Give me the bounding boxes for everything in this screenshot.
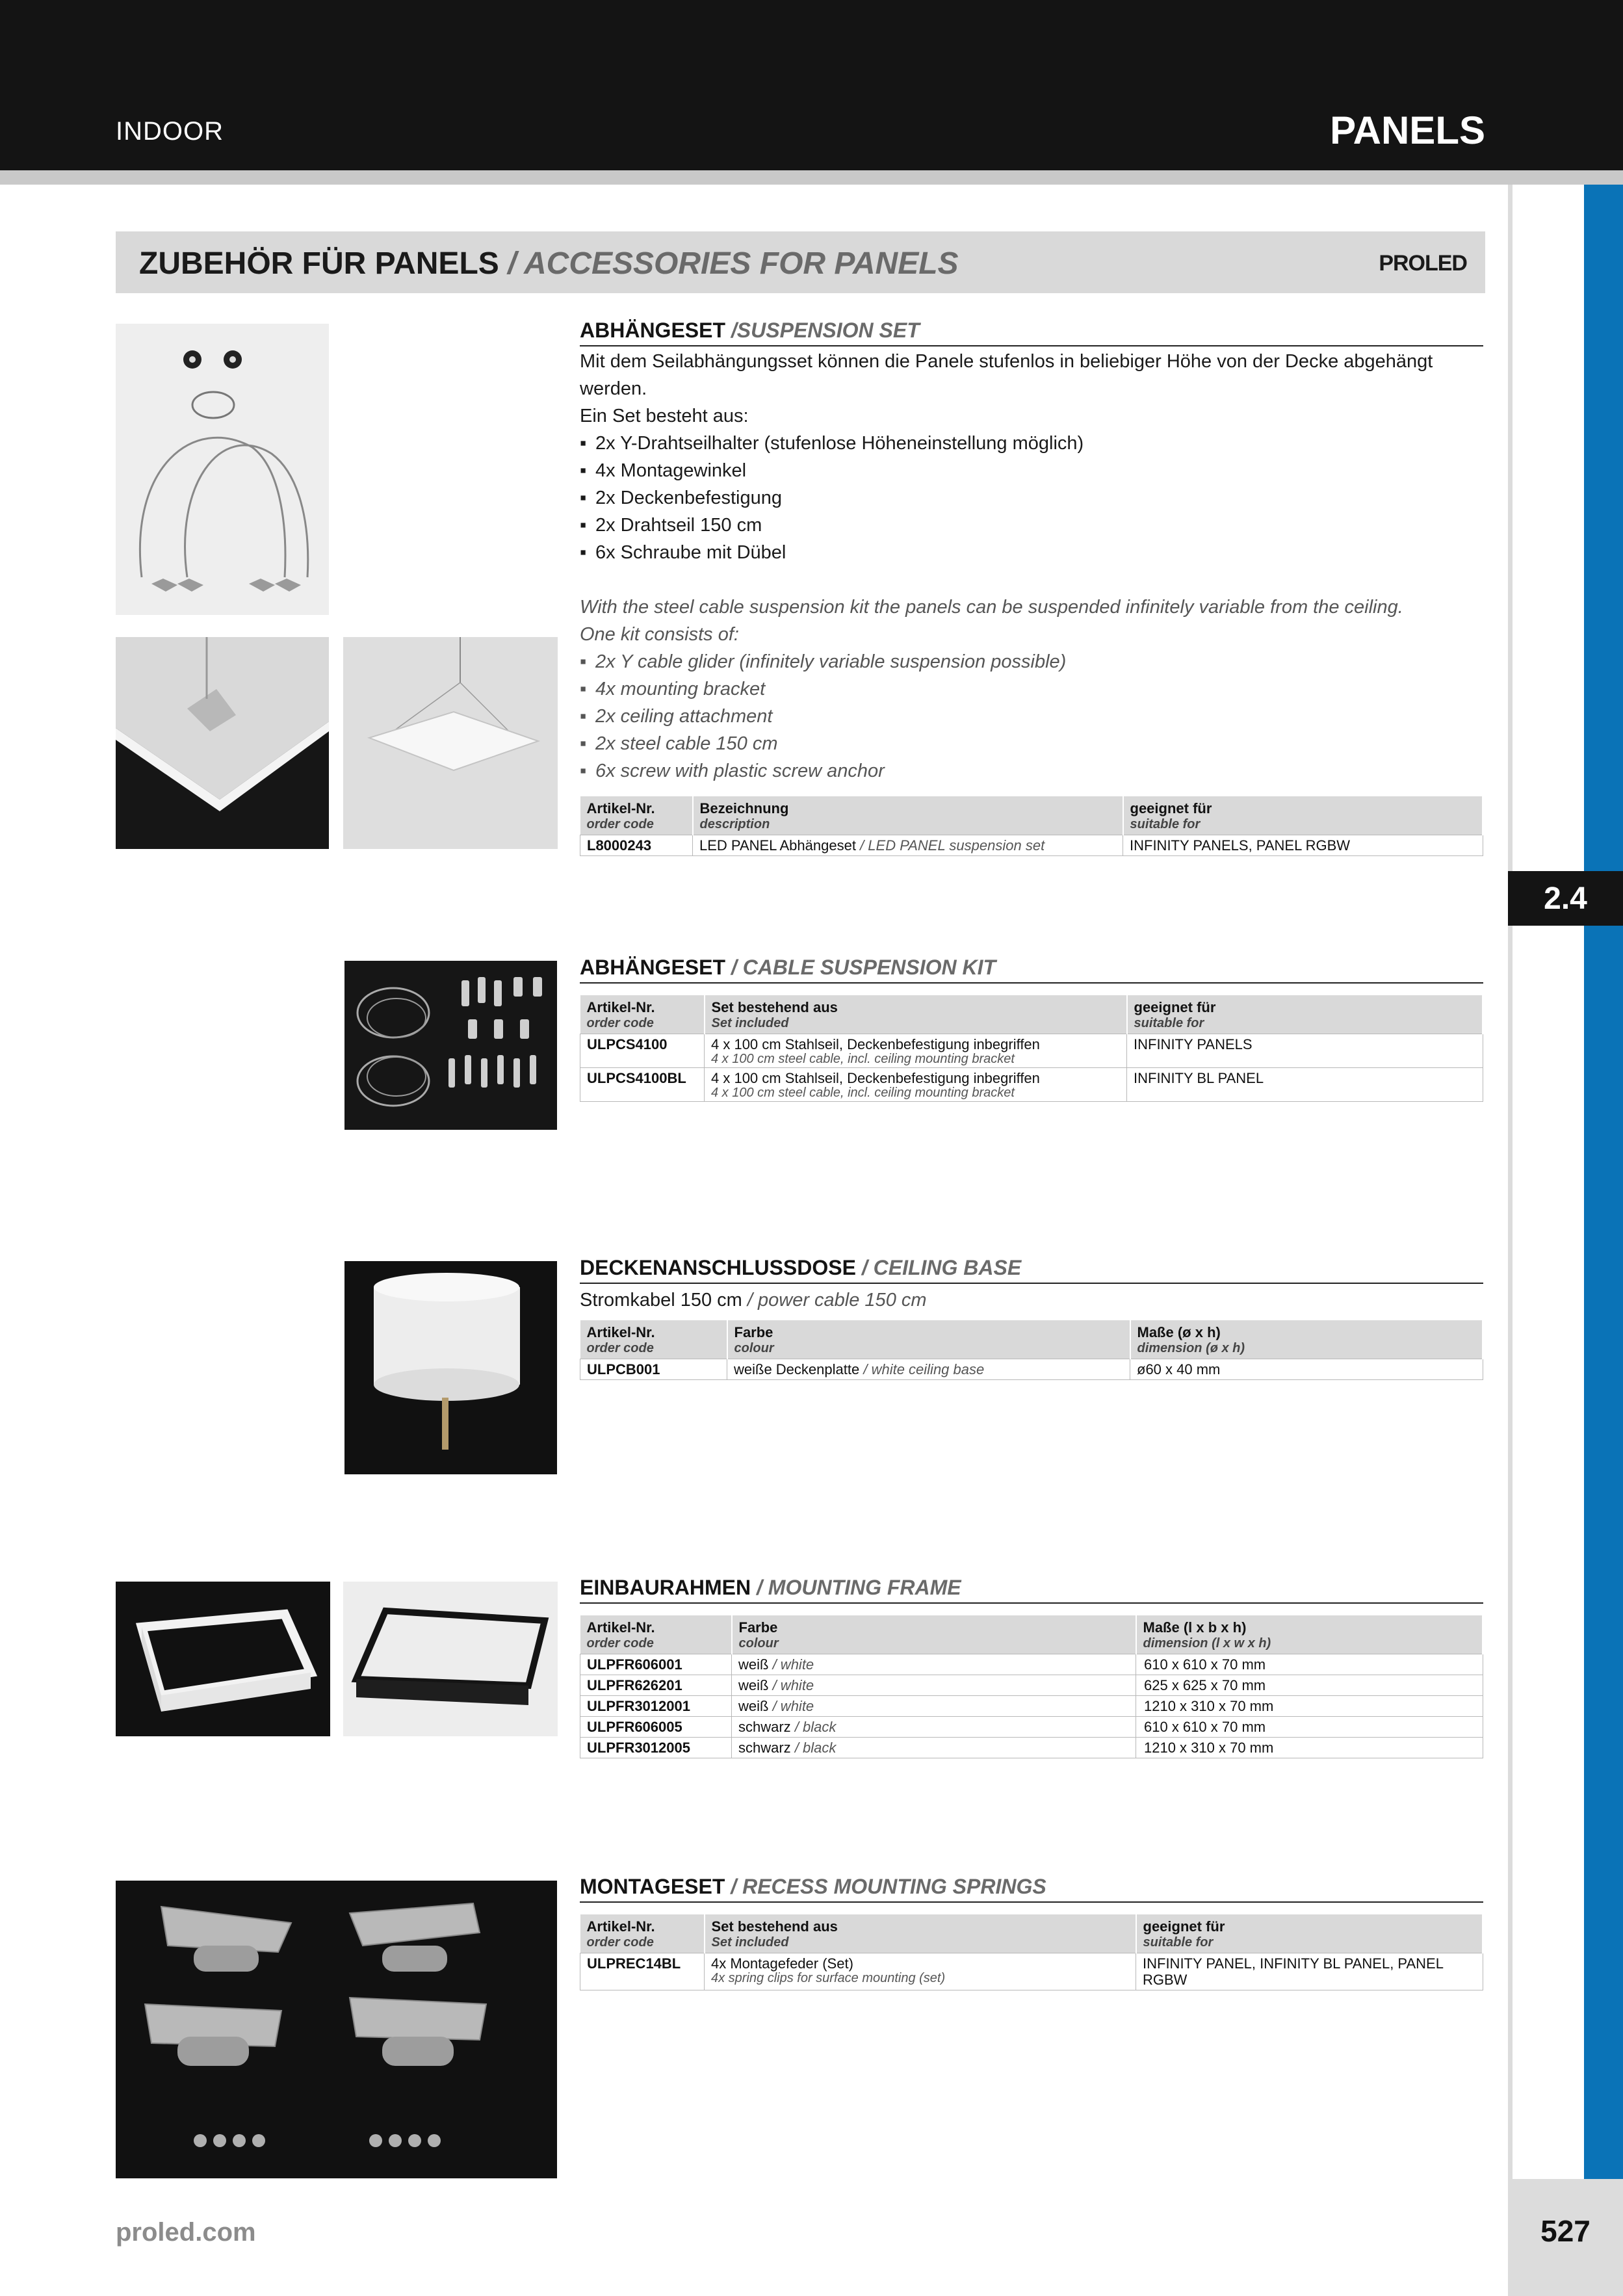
title-band <box>116 231 1485 293</box>
mounting-springs-heading <box>580 1875 1483 1903</box>
col-header: Artikel-Nr. order code <box>580 995 705 1034</box>
mounting-frame-table <box>580 1615 1483 1758</box>
subtitle-de: Stromkabel 150 cm <box>580 1290 742 1311</box>
cable-kit-table <box>580 995 1483 1102</box>
col-header: Artikel-Nr. order code <box>580 1320 727 1359</box>
col-header: geeignet für suitable for <box>1123 796 1483 835</box>
list-item: ▪ 2x steel cable 150 cm <box>580 730 1483 757</box>
panel-corner-photo <box>116 637 329 849</box>
title-en: / ACCESSORIES FOR PANELS <box>508 246 959 281</box>
description-cell: LED PANEL Abhängeset / LED PANEL suspension set <box>693 835 1123 856</box>
ceiling-base-photo <box>344 1261 557 1474</box>
title-de: ZUBEHÖR FÜR PANELS <box>139 246 499 281</box>
colour-cell: weiß / white <box>732 1696 1136 1717</box>
section-tab[interactable]: 2.4 <box>1508 871 1623 926</box>
colour-cell: schwarz / black <box>732 1717 1136 1738</box>
table-row <box>580 1696 1483 1717</box>
dimension-cell: 1210 x 310 x 70 mm <box>1136 1738 1483 1758</box>
ceiling-base-table <box>580 1320 1483 1380</box>
suitable-cell: INFINITY PANEL, INFINITY BL PANEL, PANEL RGBW <box>1136 1953 1483 1990</box>
cable-kit-heading <box>580 956 1483 984</box>
suitable-cell: INFINITY PANELS, PANEL RGBW <box>1123 835 1483 856</box>
heading-de: ABHÄNGESET <box>580 956 726 979</box>
list-item: ▪ 2x Y-Drahtseilhalter (stufenlose Höheneinstellung möglich) <box>580 430 1483 457</box>
col-header: Farbe colour <box>727 1320 1130 1359</box>
suspension-set-de-text <box>580 348 1483 566</box>
de-item-list <box>580 430 1483 566</box>
page-title <box>139 246 959 281</box>
header-strip <box>0 170 1623 185</box>
hanging-panel-photo <box>343 637 558 849</box>
dimension-cell: 1210 x 310 x 70 mm <box>1136 1696 1483 1717</box>
category-label: INDOOR <box>116 117 224 146</box>
chapter-title: PANELS <box>1330 109 1485 152</box>
dimension-cell: ø60 x 40 mm <box>1130 1359 1483 1380</box>
set-cell: 4 x 100 cm Stahlseil, Deckenbefestigung inbegriffen 4 x 100 cm steel cable, incl. ceiling mounting bracket <box>705 1034 1127 1068</box>
col-header: Farbe colour <box>732 1615 1136 1654</box>
heading-de: MONTAGESET <box>580 1875 725 1898</box>
list-item: ▪ 2x Drahtseil 150 cm <box>580 512 1483 539</box>
table-row <box>580 1675 1483 1696</box>
dimension-cell: 625 x 625 x 70 mm <box>1136 1675 1483 1696</box>
list-item: ▪ 6x screw with plastic screw anchor <box>580 757 1483 785</box>
chapter-color-rail <box>1584 185 1623 2179</box>
ceiling-base-heading <box>580 1256 1483 1284</box>
order-code: ULPCB001 <box>580 1359 727 1380</box>
order-code: L8000243 <box>580 835 693 856</box>
heading-en: /SUSPENSION SET <box>731 319 920 342</box>
website-link[interactable]: proled.com <box>116 2218 256 2247</box>
col-header: geeignet für suitable for <box>1136 1914 1483 1953</box>
order-code: ULPCS4100BL <box>580 1068 705 1102</box>
order-code: ULPFR3012001 <box>580 1696 732 1717</box>
de-intro: Mit dem Seilabhängungsset können die Panele stufenlos in beliebiger Höhe von der Decke abgehängt werden. <box>580 351 1433 399</box>
colour-cell: weiß / white <box>732 1675 1136 1696</box>
list-item: ▪ 4x mounting bracket <box>580 675 1483 703</box>
table-row <box>580 1068 1483 1102</box>
ceiling-base-section <box>580 1256 1483 1380</box>
white-frame-photo <box>116 1582 330 1736</box>
table-row <box>580 1359 1483 1380</box>
heading-en: / MOUNTING FRAME <box>757 1576 961 1599</box>
set-cell: 4x Montagefeder (Set) 4x spring clips for surface mounting (set) <box>705 1953 1136 1990</box>
list-item: ▪ 2x ceiling attachment <box>580 703 1483 730</box>
list-item: ▪ 2x Y cable glider (infinitely variable suspension possible) <box>580 648 1483 675</box>
mounting-springs-table <box>580 1914 1483 1990</box>
order-code: ULPCS4100 <box>580 1034 705 1068</box>
colour-cell: schwarz / black <box>732 1738 1136 1758</box>
colour-cell: weiß / white <box>732 1654 1136 1675</box>
en-item-list <box>580 648 1483 785</box>
ceiling-base-subtitle <box>580 1286 1483 1314</box>
black-frame-photo <box>343 1582 558 1736</box>
col-header: Maße (ø x h) dimension (ø x h) <box>1130 1320 1483 1359</box>
dimension-cell: 610 x 610 x 70 mm <box>1136 1654 1483 1675</box>
heading-de: DECKENANSCHLUSSDOSE <box>580 1256 856 1279</box>
table-row <box>580 835 1483 856</box>
list-item: ▪ 6x Schraube mit Dübel <box>580 539 1483 566</box>
suspension-set-photo <box>116 324 329 615</box>
en-lead: One kit consists of: <box>580 624 739 645</box>
brand-logo: PROLED <box>1379 251 1467 276</box>
order-code: ULPFR606001 <box>580 1654 732 1675</box>
set-cell: 4 x 100 cm Stahlseil, Deckenbefestigung inbegriffen 4 x 100 cm steel cable, incl. ceiling mounting bracket <box>705 1068 1127 1102</box>
suspension-set-heading <box>580 319 1483 346</box>
heading-en: / RECESS MOUNTING SPRINGS <box>731 1875 1046 1898</box>
order-code: ULPREC14BL <box>580 1953 705 1990</box>
col-header: geeignet für suitable for <box>1127 995 1483 1034</box>
en-intro: With the steel cable suspension kit the panels can be suspended infinitely variable from the ceiling. <box>580 597 1403 618</box>
heading-de: EINBAURAHMEN <box>580 1576 751 1599</box>
de-lead: Ein Set besteht aus: <box>580 406 749 426</box>
mounting-frame-heading <box>580 1576 1483 1604</box>
col-header: Bezeichnung description <box>693 796 1123 835</box>
dimension-cell: 610 x 610 x 70 mm <box>1136 1717 1483 1738</box>
spring-clips-photo <box>116 1881 557 2178</box>
col-header: Artikel-Nr. order code <box>580 796 693 835</box>
colour-cell: weiße Deckenplatte / white ceiling base <box>727 1359 1130 1380</box>
table-row <box>580 1034 1483 1068</box>
heading-en: / CABLE SUSPENSION KIT <box>731 956 996 979</box>
suspension-set-en-text <box>580 594 1483 785</box>
col-header: Maße (l x b x h) dimension (l x w x h) <box>1136 1615 1483 1654</box>
col-header: Artikel-Nr. order code <box>580 1615 732 1654</box>
col-header: Set bestehend aus Set included <box>705 1914 1136 1953</box>
col-header: Artikel-Nr. order code <box>580 1914 705 1953</box>
heading-en: / CEILING BASE <box>861 1256 1022 1279</box>
col-header: Set bestehend aus Set included <box>705 995 1127 1034</box>
table-row <box>580 1953 1483 1990</box>
list-item: ▪ 2x Deckenbefestigung <box>580 484 1483 512</box>
page-number: 527 <box>1540 2214 1591 2248</box>
table-row <box>580 1654 1483 1675</box>
margin-rail <box>1508 185 1513 2296</box>
mounting-frame-section <box>580 1576 1483 1758</box>
order-code: ULPFR3012005 <box>580 1738 732 1758</box>
subtitle-en: / power cable 150 cm <box>747 1290 927 1311</box>
cable-kit-photo <box>344 961 557 1130</box>
heading-de: ABHÄNGESET <box>580 319 726 342</box>
suspension-set-section <box>580 319 1483 856</box>
suspension-set-table <box>580 796 1483 856</box>
order-code: ULPFR606005 <box>580 1717 732 1738</box>
table-row <box>580 1738 1483 1758</box>
list-item: ▪ 4x Montagewinkel <box>580 457 1483 484</box>
table-row <box>580 1717 1483 1738</box>
cable-kit-section <box>580 956 1483 1102</box>
suitable-cell: INFINITY PANELS <box>1127 1034 1483 1068</box>
mounting-springs-section <box>580 1875 1483 1990</box>
order-code: ULPFR626201 <box>580 1675 732 1696</box>
suitable-cell: INFINITY BL PANEL <box>1127 1068 1483 1102</box>
